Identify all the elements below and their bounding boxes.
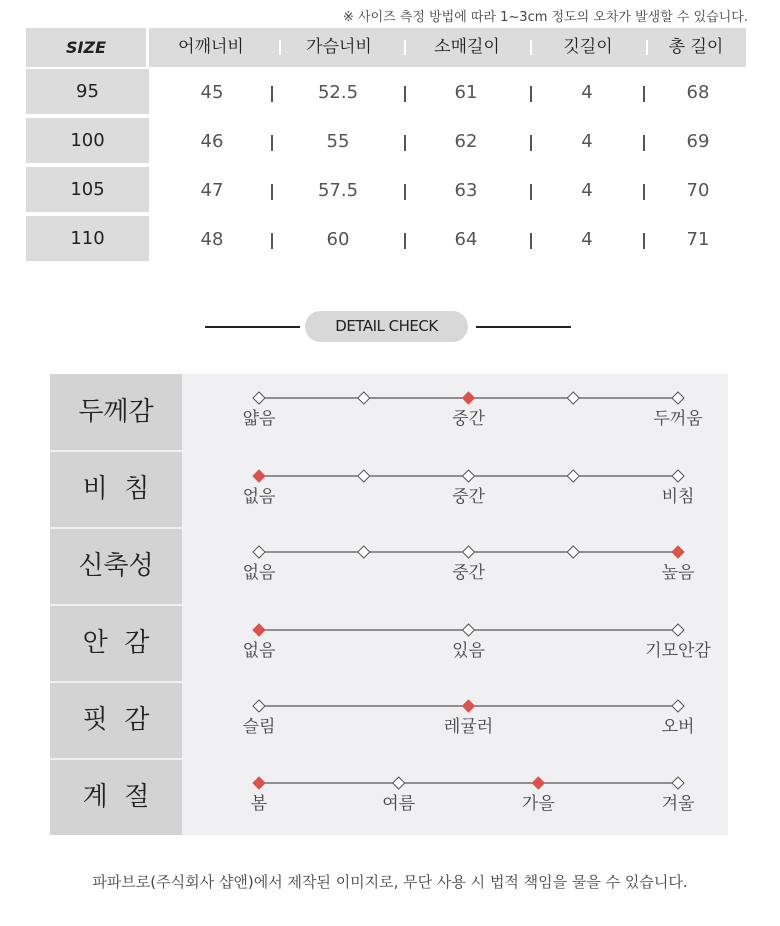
scale-marker-selected <box>253 470 265 482</box>
scale-marker-selected <box>463 392 475 404</box>
scale-marker <box>253 392 265 404</box>
detail-label-sheerness: 비 침 <box>50 452 182 527</box>
column-header-length: 총 길이 <box>668 37 724 57</box>
scale-point-label: 중간 <box>452 487 485 507</box>
scale-point-label: 없음 <box>242 487 276 507</box>
scale-point-label: 없음 <box>242 563 276 583</box>
size-value: 48 <box>200 229 224 250</box>
scale-marker <box>253 546 265 558</box>
scale-marker <box>358 392 370 404</box>
size-value: 61 <box>454 82 478 103</box>
scale-point-label: 가을 <box>521 794 555 814</box>
value-divider <box>643 233 645 249</box>
size-value: 64 <box>454 229 478 250</box>
value-divider <box>643 86 645 102</box>
size-value: 46 <box>200 131 224 152</box>
scale-marker <box>672 392 684 404</box>
scale-marker <box>393 777 405 789</box>
detail-check-title: DETAIL CHECK <box>305 311 468 342</box>
scale-marker-selected <box>672 546 684 558</box>
value-divider <box>404 135 406 151</box>
scale-marker-selected <box>253 624 265 636</box>
value-divider <box>271 184 273 200</box>
column-header-sleeve: 소매길이 <box>434 37 500 57</box>
column-header-chest: 가슴너비 <box>306 37 372 57</box>
scale-marker <box>672 470 684 482</box>
size-value: 45 <box>200 82 224 103</box>
scale-marker-selected <box>253 777 265 789</box>
scale-point-label: 있음 <box>452 641 485 661</box>
scale-marker-selected <box>532 777 544 789</box>
scale-marker <box>463 624 475 636</box>
scale-point-label: 중간 <box>452 409 485 429</box>
size-value: 62 <box>454 131 478 152</box>
scale-marker <box>567 470 579 482</box>
scale-point-label: 비침 <box>661 487 695 507</box>
scale-marker <box>358 470 370 482</box>
scale-point-label: 여름 <box>382 794 416 814</box>
detail-label-thickness: 두께감 <box>50 374 182 450</box>
detail-label-fit: 핏 감 <box>50 683 182 758</box>
size-label: 95 <box>26 69 149 114</box>
value-divider <box>404 86 406 102</box>
size-row <box>26 118 746 163</box>
scale-point-label: 얇음 <box>242 409 276 429</box>
size-value: 52.5 <box>317 82 359 103</box>
size-value: 4 <box>581 229 593 250</box>
scale-point-label: 중간 <box>452 563 485 583</box>
size-value: 63 <box>454 180 478 201</box>
size-value: 71 <box>686 229 710 250</box>
scale-marker <box>358 546 370 558</box>
detail-scale-graphic <box>50 374 728 835</box>
measurement-note: ※ 사이즈 측정 방법에 따라 1~3cm 정도의 오차가 발생할 수 있습니다. <box>343 10 748 25</box>
detail-label-stretch: 신축성 <box>50 529 182 604</box>
value-divider <box>530 184 532 200</box>
size-column-header: SIZE <box>26 28 149 67</box>
copyright-notice: 파파브로(주식회사 샵앤)에서 제작된 이미지로, 무단 사용 시 법적 책임을 물을 수 있습니다. <box>92 873 688 891</box>
detail-label-lining: 안 감 <box>50 606 182 681</box>
size-label: 100 <box>26 118 149 163</box>
value-divider <box>643 184 645 200</box>
heading-rule-right <box>476 326 571 328</box>
scale-marker <box>672 624 684 636</box>
scale-marker <box>463 470 475 482</box>
scale-point-label: 레귤러 <box>443 717 494 737</box>
value-divider <box>404 184 406 200</box>
value-divider <box>643 135 645 151</box>
size-value: 4 <box>581 82 593 103</box>
value-divider <box>404 233 406 249</box>
scale-point-label: 없음 <box>242 641 276 661</box>
size-value: 47 <box>200 180 224 201</box>
scale-marker-selected <box>463 700 475 712</box>
value-divider <box>530 233 532 249</box>
column-header-shoulder: 어깨너비 <box>178 37 244 57</box>
value-divider <box>530 135 532 151</box>
size-value: 60 <box>326 229 350 250</box>
scale-marker <box>253 700 265 712</box>
size-value: 70 <box>686 180 710 201</box>
size-value: 57.5 <box>317 180 359 201</box>
value-divider <box>271 86 273 102</box>
size-value: 69 <box>686 131 710 152</box>
size-label: 105 <box>26 167 149 212</box>
scale-point-label: 오버 <box>661 717 695 737</box>
size-label: 110 <box>26 216 149 261</box>
scale-marker <box>463 546 475 558</box>
size-row <box>26 69 746 114</box>
size-value: 68 <box>686 82 710 103</box>
size-value: 55 <box>326 131 350 152</box>
size-row <box>26 167 746 212</box>
scale-point-label: 슬림 <box>242 717 276 737</box>
scale-point-label: 높음 <box>661 563 695 583</box>
scale-marker <box>672 700 684 712</box>
column-header-collar: 깃길이 <box>563 37 613 57</box>
heading-rule-left <box>205 326 300 328</box>
size-row <box>26 216 746 261</box>
value-divider <box>271 135 273 151</box>
scale-point-label: 겨울 <box>661 794 695 814</box>
detail-check-table <box>50 374 728 835</box>
scale-marker <box>567 392 579 404</box>
value-divider <box>271 233 273 249</box>
scale-marker <box>672 777 684 789</box>
size-value: 4 <box>581 180 593 201</box>
scale-point-label: 기모안감 <box>645 641 711 661</box>
size-table-header <box>26 28 746 67</box>
scale-marker <box>567 546 579 558</box>
scale-point-label: 봄 <box>250 794 268 814</box>
value-divider <box>530 86 532 102</box>
size-value: 4 <box>581 131 593 152</box>
scale-point-label: 두꺼움 <box>653 409 703 429</box>
detail-scales <box>50 374 728 835</box>
detail-label-season: 계 절 <box>50 760 182 835</box>
